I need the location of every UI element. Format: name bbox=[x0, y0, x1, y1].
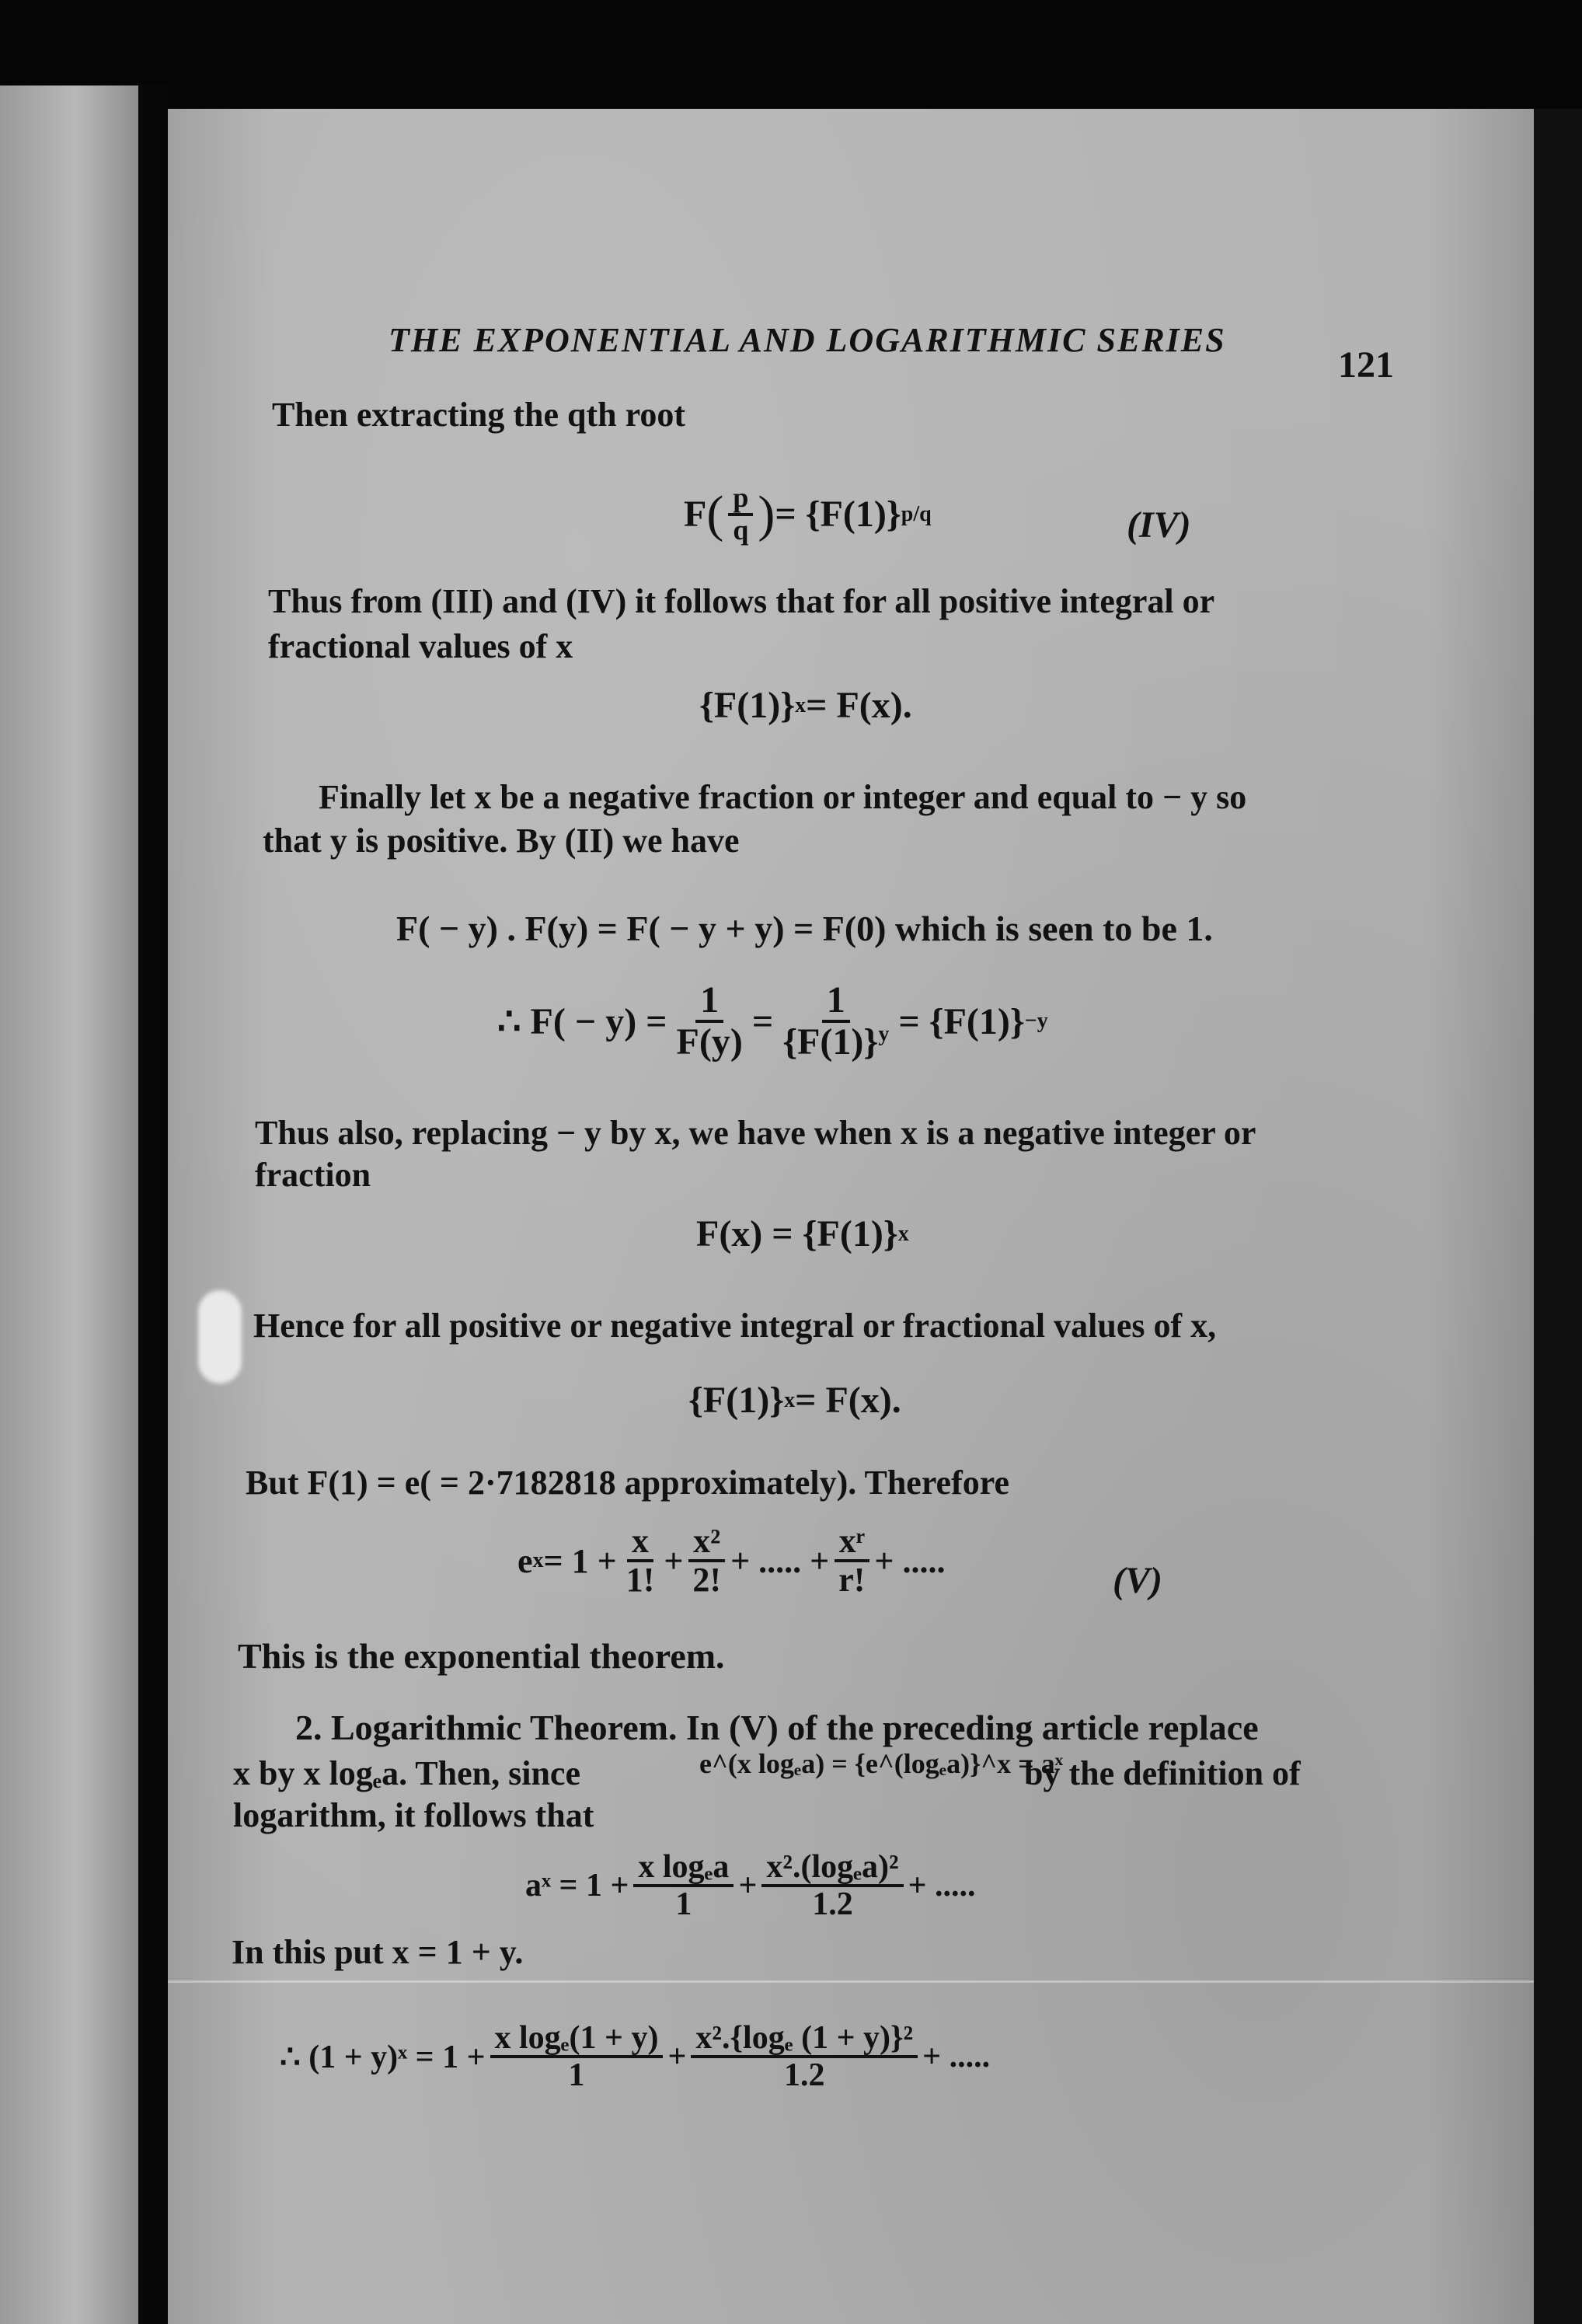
equation-8: ∴ (1 + y)ˣ = 1 + $\frac{\text{x logₑ(1 + y)}}{1}$ + $\frac{\text{x².\{logₑ (1 + y)\}²}}{1.2}$ + ..... bbox=[280, 2020, 991, 2094]
text-line-5: that y is positive. By (II) we have bbox=[263, 822, 740, 860]
equation-4: ∴ F( − y) = $\frac{1}{F(y)}$ = $\frac{1}{\{F(1)\}^y}$ = {F(1)} −y bbox=[497, 979, 1048, 1063]
text-line-1: Then extracting the qth root bbox=[272, 396, 686, 434]
eq4-fraction-2: $\frac{1}{\{F(1)\}^y}$ bbox=[782, 979, 890, 1063]
page-crease bbox=[168, 1980, 1534, 1983]
scan-top-border bbox=[0, 0, 1582, 117]
eq7-fraction-2: $\frac{\text{x².(logₑa)²}}{1.2}$ bbox=[761, 1850, 903, 1921]
eq8-fraction-1: $\frac{\text{x logₑ(1 + y)}}{1}$ bbox=[490, 2021, 664, 2092]
running-header: THE EXPONENTIAL AND LOGARITHMIC SERIES bbox=[389, 321, 1226, 359]
eq7-fraction-1: $\frac{\text{x logₑa}}{1}$ bbox=[633, 1850, 734, 1921]
text-line-8: Hence for all positive or negative integral or fractional values of x, bbox=[253, 1307, 1217, 1345]
eq8-fraction-2: $\frac{\text{x².\{logₑ (1 + y)\}²}}{1.2}$ bbox=[691, 2021, 918, 2092]
text-line-12: x by x logₑa. Then, since bbox=[233, 1754, 580, 1792]
eq4-fraction-1: $\frac{1}{F(y)}$ bbox=[676, 979, 743, 1063]
equation-iv-tag: (IV) bbox=[1127, 504, 1191, 546]
equation-7: aˣ = 1 + $\frac{\text{x logₑa}}{1}$ + $\frac{\text{x².(logₑa)²}}{1.2}$ + ..... bbox=[525, 1849, 976, 1923]
text-line-11: 2. Logarithmic Theorem. In (V) of the preceding article replace bbox=[295, 1708, 1259, 1747]
text-line-13: logarithm, it follows that bbox=[233, 1796, 594, 1834]
text-line-9: But F(1) = e( = 2·7182818 approximately). Therefore bbox=[246, 1464, 1009, 1502]
text-line-12b: by the definition of bbox=[1024, 1754, 1301, 1792]
inline-since-equation: e^(x logₑa) = {e^(logₑa)}^x = aˣ bbox=[699, 1748, 1063, 1779]
equation-iv: F ( $\frac{p}{q}$ ) = {F(1)} p/q bbox=[684, 482, 932, 546]
equation-6: {F(1)} x = F(x). bbox=[688, 1380, 901, 1421]
text-line-2: Thus from (III) and (IV) it follows that for all positive integral or bbox=[268, 582, 1215, 620]
scan-right-border bbox=[1534, 109, 1582, 2324]
text-line-3: fractional values of x bbox=[268, 627, 573, 665]
eq-v-fraction-3: $\frac{\text{xʳ}}{r!}$ bbox=[834, 1523, 869, 1598]
text-line-6: Thus also, replacing − y by x, we have when x is a negative integer or bbox=[255, 1114, 1256, 1152]
equation-5: F(x) = {F(1)} x bbox=[696, 1213, 909, 1254]
eq-iv-fraction: $\frac{p}{q}$ bbox=[728, 483, 753, 546]
equation-2: {F(1)} x = F(x). bbox=[699, 685, 912, 726]
eq-v-fraction-2: $\frac{\text{x²}}{2!}$ bbox=[688, 1523, 726, 1598]
facing-page-edge bbox=[0, 85, 138, 2324]
text-line-4: Finally let x be a negative fraction or integer and equal to − y so bbox=[319, 778, 1247, 816]
equation-v-tag: (V) bbox=[1113, 1560, 1162, 1601]
book-gutter bbox=[138, 85, 168, 2324]
equation-3: F( − y) . F(y) = F( − y + y) = F(0) which is seen to be 1. bbox=[396, 909, 1213, 948]
paper-damage-spot bbox=[198, 1290, 242, 1384]
text-line-10: This is the exponential theorem. bbox=[238, 1636, 725, 1676]
page-number: 121 bbox=[1338, 344, 1394, 386]
text-line-14: In this put x = 1 + y. bbox=[232, 1933, 524, 1971]
eq-iv-f: F bbox=[684, 494, 707, 536]
text-line-7: fraction bbox=[255, 1156, 371, 1194]
eq-v-fraction-1: $\frac{x}{1!}$ bbox=[625, 1522, 655, 1600]
equation-v: e x = 1 + $\frac{x}{1!}$ + $\frac{\text{x²}}{2!}$ + ..... + $\frac{\text{xʳ}}{r!}$ + ..... bbox=[517, 1522, 946, 1600]
